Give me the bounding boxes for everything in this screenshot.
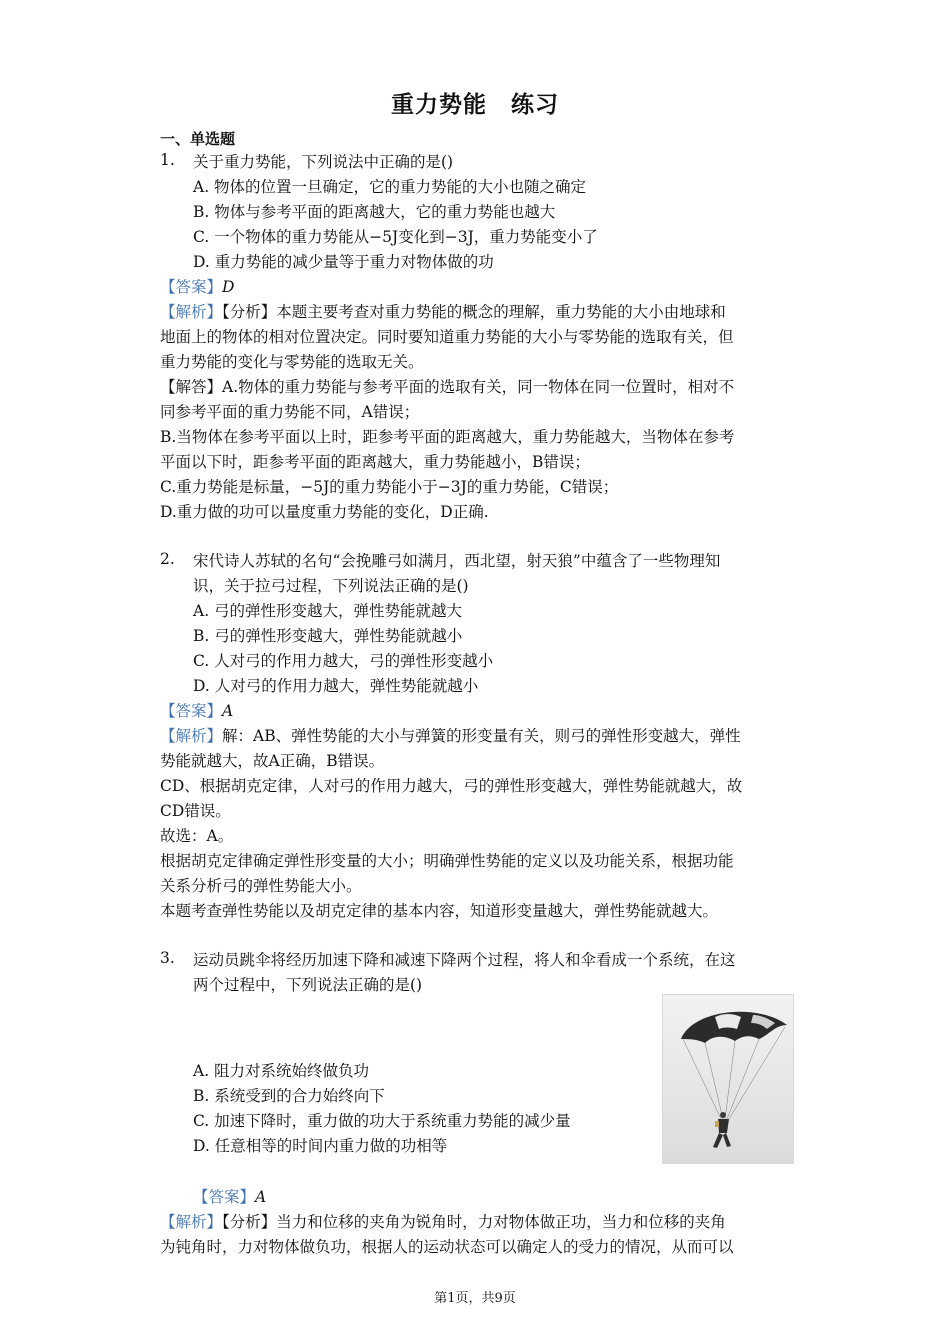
analysis-text: 【分析】当力和位移的夹角为锐角时，力对物体做正功，当力和位移的夹角 <box>222 1213 726 1231</box>
analysis-tag: 【解析】 <box>160 1213 223 1231</box>
analysis-text: 解：AB、弹性势能的大小与弹簧的形变量有关，则弓的弹性形变越大，弹性 <box>222 727 741 745</box>
answer-tag: 【答案】 <box>160 278 223 296</box>
page-footer: 第1页，共9页 <box>434 1291 516 1306</box>
parachutist-illustration <box>663 995 793 1163</box>
option-d: D. 人对弓的作用力越大，弹性势能就越小 <box>193 677 479 695</box>
answer-line <box>160 700 233 722</box>
answer-line <box>193 1186 266 1208</box>
answer-tag: 【答案】 <box>193 1188 256 1206</box>
question-stem: 运动员跳伞将经历加速下降和减速下降两个过程，将人和伞看成一个系统，在这 <box>193 951 736 969</box>
analysis-line <box>160 1211 726 1233</box>
analysis-text: D.重力做的功可以量度重力势能的变化，D正确. <box>160 503 489 521</box>
analysis-text: B.当物体在参考平面以上时，距参考平面的距离越大，重力势能越大，当物体在参考 <box>160 428 735 446</box>
question-stem: 识，关于拉弓过程，下列说法正确的是() <box>193 577 469 595</box>
option-a: A. 阻力对系统始终做负功 <box>193 1062 370 1080</box>
option-c: C. 人对弓的作用力越大，弓的弹性形变越小 <box>193 652 494 670</box>
question-stem: 宋代诗人苏轼的名句“会挽雕弓如满月，西北望，射天狼”中蕴含了一些物理知 <box>193 552 721 570</box>
analysis-text: CD错误。 <box>160 802 231 820</box>
analysis-text: 重力势能的变化与零势能的选取无关。 <box>160 353 424 371</box>
option-b: B. 系统受到的合力始终向下 <box>193 1087 385 1105</box>
page-title: 重力势能 练习 <box>391 91 559 118</box>
answer-value: A <box>222 702 234 720</box>
option-d: D. 任意相等的时间内重力做的功相等 <box>193 1137 448 1155</box>
option-b: B. 物体与参考平面的距离越大，它的重力势能也越大 <box>193 203 556 221</box>
question-number: 1. <box>160 151 175 169</box>
analysis-text: 势能就越大，故A正确，B错误。 <box>160 752 385 770</box>
option-d: D. 重力势能的减少量等于重力对物体做的功 <box>193 253 494 271</box>
answer-value: D <box>222 278 235 296</box>
option-a: A. 弓的弹性形变越大，弹性势能就越大 <box>193 602 463 620</box>
answer-value: A <box>255 1188 267 1206</box>
analysis-text: 地面上的物体的相对位置决定。同时要知道重力势能的大小与零势能的选取有关，但 <box>160 328 734 346</box>
question-number: 3. <box>160 949 175 967</box>
analysis-text: 为钝角时，力对物体做负功，根据人的运动状态可以确定人的受力的情况，从而可以 <box>160 1238 734 1256</box>
option-b: B. 弓的弹性形变越大，弹性势能就越小 <box>193 627 463 645</box>
analysis-text: 平面以下时，距参考平面的距离越大，重力势能越小，B错误； <box>160 453 590 471</box>
analysis-text: 【分析】本题主要考查对重力势能的概念的理解，重力势能的大小由地球和 <box>222 303 726 321</box>
question-stem: 两个过程中，下列说法正确的是() <box>193 976 423 994</box>
analysis-line <box>160 301 726 323</box>
analysis-tag: 【解析】 <box>160 727 223 745</box>
analysis-text: 同参考平面的重力势能不同，A错误； <box>160 403 420 421</box>
question-number: 2. <box>160 550 175 568</box>
analysis-text: 根据胡克定律确定弹性形变量的大小；明确弹性势能的定义以及功能关系，根据功能 <box>160 852 734 870</box>
option-c: C. 一个物体的重力势能从−5J变化到−3J，重力势能变小了 <box>193 228 598 246</box>
analysis-text: CD、根据胡克定律，人对弓的作用力越大，弓的弹性形变越大，弹性势能就越大，故 <box>160 777 743 795</box>
answer-tag: 【答案】 <box>160 702 223 720</box>
answer-line <box>160 276 234 298</box>
analysis-text: 故选：A。 <box>160 827 234 845</box>
parachute-photo <box>662 994 794 1164</box>
option-a: A. 物体的位置一旦确定，它的重力势能的大小也随之确定 <box>193 178 587 196</box>
analysis-text: 【解答】A.物体的重力势能与参考平面的选取有关，同一物体在同一位置时，相对不 <box>160 378 735 396</box>
analysis-text: 关系分析弓的弹性势能大小。 <box>160 877 362 895</box>
section-heading: 一、单选题 <box>160 130 236 148</box>
analysis-text: C.重力势能是标量，−5J的重力势能小于−3J的重力势能，C错误； <box>160 478 619 496</box>
option-c: C. 加速下降时，重力做的功大于系统重力势能的减少量 <box>193 1112 571 1130</box>
question-stem: 关于重力势能，下列说法中正确的是() <box>193 153 454 171</box>
analysis-text: 本题考查弹性势能以及胡克定律的基本内容，知道形变量越大，弹性势能就越大。 <box>160 902 719 920</box>
analysis-tag: 【解析】 <box>160 303 223 321</box>
analysis-line <box>160 725 741 747</box>
